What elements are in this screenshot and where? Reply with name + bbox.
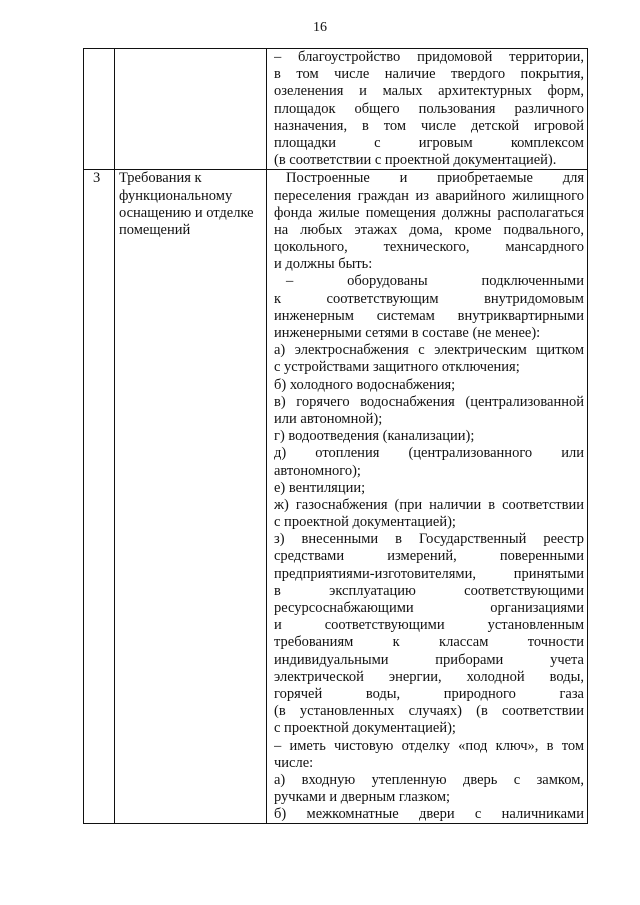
text-line: числе:	[274, 754, 314, 771]
text-line: с проектной документацией);	[274, 514, 456, 531]
text-line: б) холодного водоснабжения;	[274, 376, 456, 393]
text-line: горячей воды, природного газа	[274, 685, 584, 702]
text-line: в) горячего водоснабжения (централизованной	[274, 393, 584, 410]
text-line: назначения, в том числе детской игровой	[274, 117, 584, 134]
text-line: б) межкомнатные двери с наличниками	[274, 806, 584, 823]
text-line: Построенные и приобретаемые для	[286, 170, 584, 187]
text-line: озеленения и малых архитектурных форм,	[274, 83, 584, 100]
text-line: – благоустройство придомовой территории,	[274, 49, 584, 65]
text-line: (в установленных случаях) (в соответствии	[274, 703, 584, 720]
text-line: ручками и дверным глазком;	[274, 789, 451, 806]
text-line: ж) газоснабжения (при наличии в соответствии	[274, 496, 584, 513]
text-line: инженерными сетями в составе (не менее):	[274, 325, 541, 341]
requirements-table	[83, 48, 588, 824]
text-line: или автономной);	[274, 410, 383, 427]
requirement-text	[274, 170, 584, 823]
requirement-text-cell	[267, 170, 588, 824]
text-line: к соответствующим внутридомовым	[274, 290, 584, 307]
text-line: а) электроснабжения с электрическим щитком	[274, 342, 584, 359]
text-line: и должны быть:	[274, 256, 373, 273]
text-line: площадки с игровым комплексом	[274, 134, 584, 151]
requirement-text-cell	[267, 49, 588, 170]
text-line: г) водоотведения (канализации);	[274, 428, 475, 445]
text-line: цокольного, технического, мансардного	[274, 239, 584, 256]
text-line: и соответствующими установленным	[274, 617, 584, 634]
text-line: средствами измерений, поверенными	[274, 548, 584, 565]
text-line: инженерным системам внутриквартирными	[274, 307, 584, 324]
text-line: фонда жилые помещения должны располагаться	[274, 204, 584, 221]
text-line: переселения граждан из аварийного жилищного	[274, 187, 584, 204]
requirement-text	[274, 49, 584, 169]
text-line: а) входную утепленную дверь с замком,	[274, 771, 584, 788]
text-line: индивидуальными приборами учета	[274, 651, 584, 668]
text-line: с проектной документацией);	[274, 720, 456, 737]
text-line: с устройствами защитного отключения;	[274, 359, 520, 376]
text-line: в том числе наличие твердого покрытия,	[274, 66, 584, 83]
text-line: (в соответствии с проектной документацией).	[274, 152, 557, 169]
text-line: площадок общего пользования различного	[274, 100, 584, 117]
text-line: автономного);	[274, 462, 361, 479]
row-number-cell: 3	[84, 170, 115, 824]
text-line: электрической энергии, холодной воды,	[274, 668, 584, 685]
text-line: – иметь чистовую отделку «под ключ», в том	[274, 737, 584, 754]
page-number: 16	[313, 20, 327, 35]
text-line: требованиям к классам точности	[274, 634, 584, 651]
requirement-name-cell	[115, 49, 267, 170]
text-line: з) внесенными в Государственный реестр	[274, 531, 584, 548]
text-line: предприятиями-изготовителями, принятыми	[274, 565, 584, 582]
table-row	[84, 170, 588, 824]
row-number-cell	[84, 49, 115, 170]
text-line: на любых этажах дома, кроме подвального,	[274, 221, 584, 238]
text-line: в эксплуатацию соответствующими	[274, 582, 584, 599]
text-line: ресурсоснабжающими организациями	[274, 600, 584, 616]
text-line: – оборудованы подключенными	[286, 273, 584, 290]
table-row	[84, 49, 588, 170]
text-line: е) вентиляции;	[274, 479, 366, 496]
text-line: д) отопления (централизованного или	[274, 445, 584, 462]
requirement-name-cell: Требования к функциональному оснащению и отделке помещений	[115, 170, 267, 824]
